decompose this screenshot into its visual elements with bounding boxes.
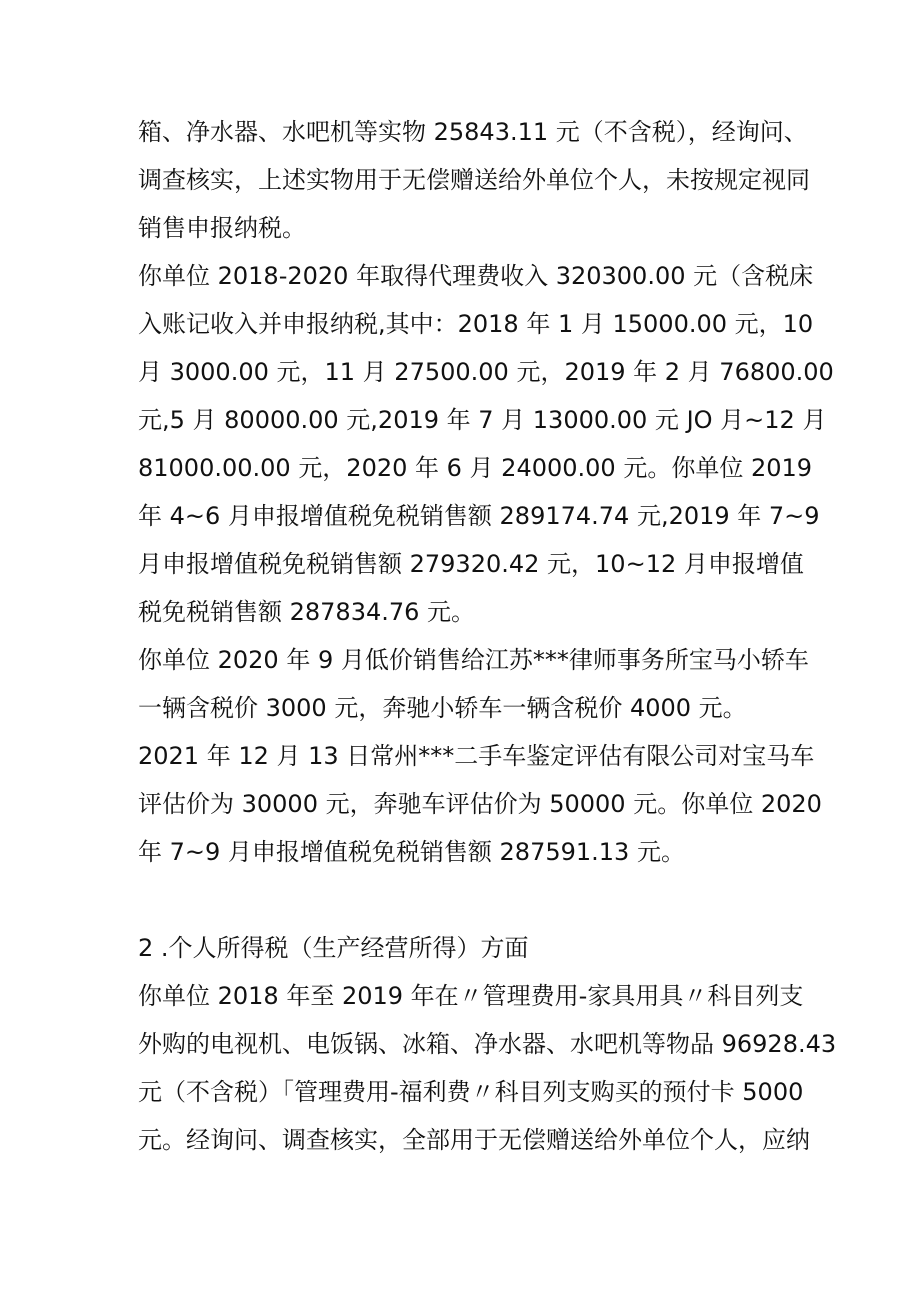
paragraph-1 bbox=[138, 108, 810, 252]
text-line: 81000.00.00 元，2020 年 6 月 24000.00 元。你单位 2019 bbox=[138, 454, 813, 482]
text-line: 你单位 2020 年 9 月低价销售给江苏***律师事务所宝马小轿车 bbox=[138, 646, 809, 674]
text-line: 年 4~6 月申报增值税免税销售额 289174.74 元,2019 年 7~9 bbox=[138, 502, 820, 530]
section-heading-text: 2 .个人所得税（生产经营所得）方面 bbox=[138, 934, 529, 962]
text-line: 你单位 2018-2020 年取得代理费收入 320300.00 元（含税床 bbox=[138, 262, 814, 290]
text-line: 2021 年 12 月 13 日常州***二手车鉴定评估有限公司对宝马车 bbox=[138, 742, 815, 770]
document-body bbox=[138, 108, 837, 1164]
text-line: 元。经询问、调查核实，全部用于无偿赠送给外单位个人，应纳 bbox=[138, 1126, 810, 1154]
paragraph-3 bbox=[138, 636, 809, 732]
text-line: 你单位 2018 年至 2019 年在〃管理费用-家具用具〃科目列支 bbox=[138, 982, 804, 1010]
text-line: 箱、净水器、水吧机等实物 25843.11 元（不含税），经询问、 bbox=[138, 118, 808, 146]
section-paragraph bbox=[138, 972, 837, 1164]
paragraph-2 bbox=[138, 252, 834, 636]
text-line: 入账记收入并申报纳税,其中：2018 年 1 月 15000.00 元，10 bbox=[138, 310, 814, 338]
text-line: 外购的电视机、电饭锅、冰箱、净水器、水吧机等物品 96928.43 bbox=[138, 1030, 837, 1058]
text-line: 税免税销售额 287834.76 元。 bbox=[138, 598, 476, 626]
text-line: 一辆含税价 3000 元，奔驰小轿车一辆含税价 4000 元。 bbox=[138, 694, 747, 722]
section-heading bbox=[138, 924, 798, 972]
text-line: 销售申报纳税。 bbox=[138, 214, 306, 242]
text-line: 月 3000.00 元，11 月 27500.00 元，2019 年 2 月 76800.00 bbox=[138, 358, 834, 386]
text-line: 元（不含税）「管理费用-福利费〃科目列支购买的预付卡 5000 bbox=[138, 1078, 804, 1106]
text-line: 元,5 月 80000.00 元,2019 年 7 月 13000.00 元 JO 月~12 月 bbox=[138, 406, 827, 434]
text-line: 月申报增值税免税销售额 279320.42 元，10~12 月申报增值 bbox=[138, 550, 804, 578]
paragraph-4 bbox=[138, 732, 822, 876]
text-line: 年 7~9 月申报增值税免税销售额 287591.13 元。 bbox=[138, 838, 685, 866]
text-line: 调查核实，上述实物用于无偿赠送给外单位个人，未按规定视同 bbox=[138, 166, 810, 194]
text-line: 评估价为 30000 元，奔驰车评估价为 50000 元。你单位 2020 bbox=[138, 790, 822, 818]
